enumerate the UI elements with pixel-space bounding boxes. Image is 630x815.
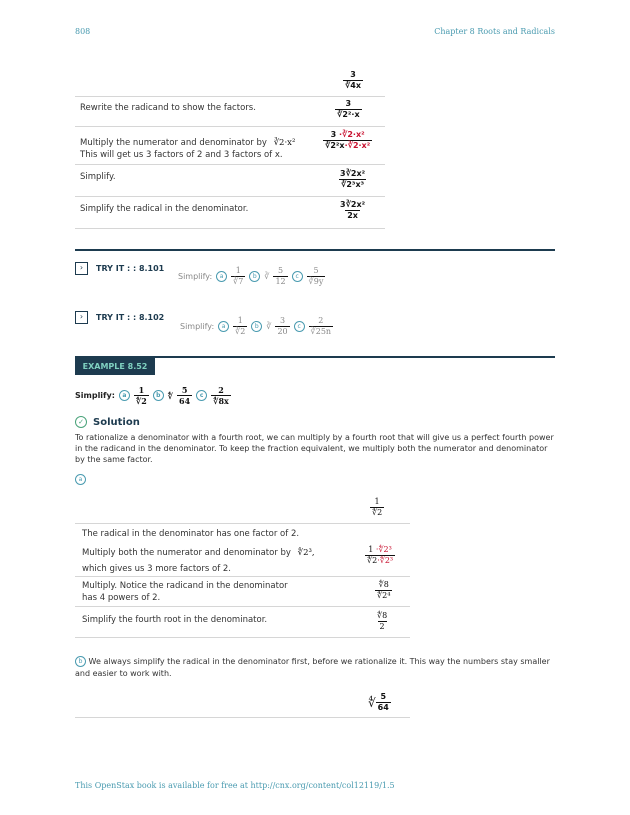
frac-den: ∛9y [308,277,324,286]
chapter-title: Chapter 8 Roots and Radicals [434,27,555,36]
a-step-math [375,611,389,632]
step-text: Simplify. [80,172,116,182]
frac-num: 2 [218,385,224,395]
frac-num: 2 [318,316,324,325]
solution-title: Solution [93,416,140,428]
multiply-factor: ∜2³, [297,548,315,558]
frac-num: 1 [374,497,380,506]
frac-num: 5 [277,266,284,275]
part-b-marker: b [251,321,262,332]
try-it-problems [178,266,325,287]
den-part-a: ∜2 [367,556,378,565]
den-part-a: ∛2²x [325,141,345,150]
table-rule [75,717,410,718]
frac-den: 64 [179,396,191,406]
example-prompt: Simplify: [75,391,115,400]
frac-den: 2 [379,622,385,631]
step-math [338,169,367,190]
part-b-paragraph [75,656,555,680]
table-rule [75,126,385,127]
chevron-right-icon[interactable]: › [75,262,88,275]
table-rule [75,523,410,524]
step-text: Rewrite the radicand to show the factors. [80,103,256,113]
part-b-marker: b [75,656,86,667]
frac-den: ∜8x [213,396,229,406]
table-rule [75,576,410,577]
frac-den: ∛7 [233,277,244,286]
a-step-text [82,580,288,604]
example-problems [75,385,231,406]
part-a-marker: a [218,321,229,332]
frac-num: ∜8 [377,611,388,620]
step-text: Simplify the radical in the denominator. [80,204,249,214]
try-it-label: TRY IT : : 8.101 [96,264,165,273]
check-circle-icon: ✓ [75,416,87,428]
solution-intro: To rationalize a denominator with a fourth root, we can multiply by a fourth root that will give us a perfect fourth power in the radicand in the denominator. To keep the fraction equivalent, we multiply both the numerator and denominator by the same factor. [75,433,554,464]
a-step-text [82,545,315,577]
frac-num: 3∛2x² [340,200,366,209]
step-text-line2: This will get us 3 factors of 2 and 3 factors of x. [80,150,283,160]
frac-den: ∜2⁴ [377,591,391,600]
part-a-marker: a [119,390,130,401]
num-part-a: 1 [368,545,374,554]
section-divider [75,249,555,251]
radical-sign-icon: ∛ [264,272,270,281]
part-a-marker: a [75,474,86,485]
frac-num: 3 [345,99,352,108]
top-start-fraction [338,70,368,91]
step-text-line1: Multiply. Notice the radicand in the denominator [82,581,288,591]
part-b-text: We always simplify the radical in the denominator first, before we rationalize it. This way the numbers stay smaller and easier to work with. [75,657,550,678]
try-it-label: TRY IT : : 8.102 [96,313,165,322]
frac-den: ∛4x [344,81,362,90]
frac-num: 5 [380,692,387,701]
frac-den: ∛25n [310,327,332,336]
multiply-factor: ∛2·x² [273,138,296,148]
frac-num: 1 [235,266,241,275]
part-c-marker: c [196,390,207,401]
example-banner: EXAMPLE 8.52 [75,358,155,375]
den-part-b: ·∛2·x² [344,141,371,150]
b-start-fraction [368,692,391,713]
frac-num: 5 [181,385,188,395]
frac-den: ∛2 [235,327,246,336]
table-rule [75,196,385,197]
part-a-label [75,469,86,488]
footer-text: This OpenStax book is available for free at http://cnx.org/content/col12119/1.5 [75,781,395,790]
chevron-right-icon[interactable]: › [75,311,88,324]
step-text-line1: Multiply the numerator and denominator by [80,138,267,148]
frac-den: 2x [347,211,358,220]
frac-den: ∛2²·x [337,110,360,119]
frac-num: 3∛2x² [340,169,366,178]
frac-den: ∜2 [135,396,147,406]
part-b-marker: b [153,390,164,401]
radical-sign-icon: ∜ [368,695,376,710]
frac-den: ∛2³x³ [341,180,365,189]
frac-den: 12 [275,277,286,286]
den-part-b: ·∜2³ [377,556,394,565]
table-rule [75,606,410,607]
table-rule [75,96,385,97]
a-step-math [365,545,395,566]
table-rule [75,164,385,165]
try-it-prompt: Simplify: [178,272,213,281]
radical-sign-icon: ∛ [266,322,272,331]
part-c-marker: c [292,271,303,282]
solution-heading [75,416,140,428]
frac-den [323,140,372,151]
frac-den: ∜2 [372,508,383,517]
step-math [338,200,367,221]
step-text [80,137,295,161]
step-text-line1: Multiply both the numerator and denominator by [82,548,291,558]
frac-num [366,545,394,555]
table-rule [75,637,410,638]
step-text-line2: has 4 powers of 2. [82,593,161,603]
frac-num: 3 [350,70,356,79]
frac-num: 1 [138,385,145,395]
frac-num [329,130,367,140]
num-part-a: 3 [330,130,337,139]
a-step-text: The radical in the denominator has one factor of 2. [82,529,300,539]
step-math [335,99,362,120]
a-step-math [375,580,392,601]
frac-num: ∜8 [378,580,389,589]
frac-den [365,555,395,566]
frac-den: 20 [277,327,288,336]
num-part-b: ·∛2·x² [338,130,365,139]
a-step-text: Simplify the fourth root in the denominator. [82,615,268,625]
frac-num: 1 [237,316,243,325]
part-b-marker: b [249,271,260,282]
try-it-problems [180,316,333,337]
num-part-b: ·∜2³ [375,545,392,554]
frac-num: 5 [313,266,319,275]
step-math [323,130,372,151]
step-text-line2: which gives us 3 more factors of 2. [82,564,231,574]
table-rule [75,228,385,229]
frac-num: 3 [279,316,286,325]
frac-den: 64 [377,703,389,712]
part-a-marker: a [216,271,227,282]
page-number: 808 [75,27,91,36]
a-start-fraction [370,497,384,518]
try-it-prompt: Simplify: [180,322,215,331]
part-c-marker: c [294,321,305,332]
radical-sign-icon: ∜ [167,390,174,401]
